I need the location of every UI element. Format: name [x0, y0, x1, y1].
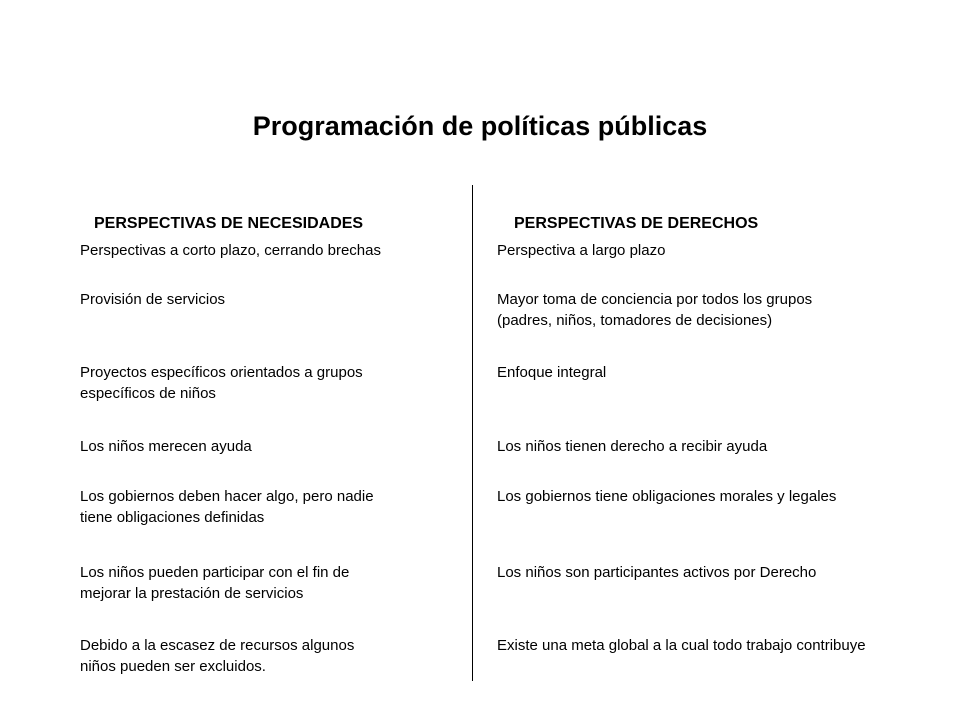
rights-row-2 [497, 289, 812, 331]
rights-row-5-line-1: Los gobiernos tiene obligaciones morales y legales [497, 488, 837, 505]
needs-row-1 [80, 240, 381, 261]
needs-row-6 [80, 562, 349, 604]
needs-row-7-line-2: niños pueden ser excluidos. [80, 658, 266, 675]
rights-row-2-line-2: (padres, niños, tomadores de decisiones) [497, 312, 773, 329]
needs-row-6-line-1: Los niños pueden participar con el fin de [80, 564, 350, 581]
rights-row-6 [497, 562, 816, 583]
needs-row-5 [80, 486, 374, 528]
rights-row-7 [497, 635, 866, 656]
rights-column-header: PERSPECTIVAS DE DERECHOS [514, 215, 759, 232]
needs-row-7 [80, 635, 354, 677]
needs-row-5-line-2: tiene obligaciones definidas [80, 509, 265, 526]
needs-row-3 [80, 362, 363, 404]
needs-column-header: PERSPECTIVAS DE NECESIDADES [94, 215, 364, 232]
needs-row-1-line-1: Perspectivas a corto plazo, cerrando brechas [80, 242, 381, 259]
needs-row-3-line-1: Proyectos específicos orientados a grupos [80, 364, 363, 381]
column-divider [472, 185, 473, 681]
page-title: Programación de políticas públicas [252, 111, 708, 141]
rights-row-1-line-1: Perspectiva a largo plazo [497, 242, 666, 259]
needs-row-7-line-1: Debido a la escasez de recursos algunos [80, 637, 355, 654]
rights-row-6-line-1: Los niños son participantes activos por Derecho [497, 564, 817, 581]
rights-row-3-line-1: Enfoque integral [497, 364, 607, 381]
needs-row-6-line-2: mejorar la prestación de servicios [80, 585, 304, 602]
needs-row-2 [80, 289, 225, 310]
needs-row-4-line-1: Los niños merecen ayuda [80, 438, 252, 455]
needs-row-2-line-1: Provisión de servicios [80, 291, 226, 308]
rights-row-7-line-1: Existe una meta global a la cual todo trabajo contribuye [497, 637, 866, 654]
rights-row-2-line-1: Mayor toma de conciencia por todos los grupos [497, 291, 813, 308]
rights-row-1 [497, 240, 665, 261]
rights-row-4-line-1: Los niños tienen derecho a recibir ayuda [497, 438, 768, 455]
needs-row-5-line-1: Los gobiernos deben hacer algo, pero nadie [80, 488, 374, 505]
needs-row-3-line-2: específicos de niños [80, 385, 216, 402]
rights-row-5 [497, 486, 836, 507]
needs-row-4 [80, 436, 252, 457]
rights-row-3 [497, 362, 606, 383]
rights-row-4 [497, 436, 767, 457]
